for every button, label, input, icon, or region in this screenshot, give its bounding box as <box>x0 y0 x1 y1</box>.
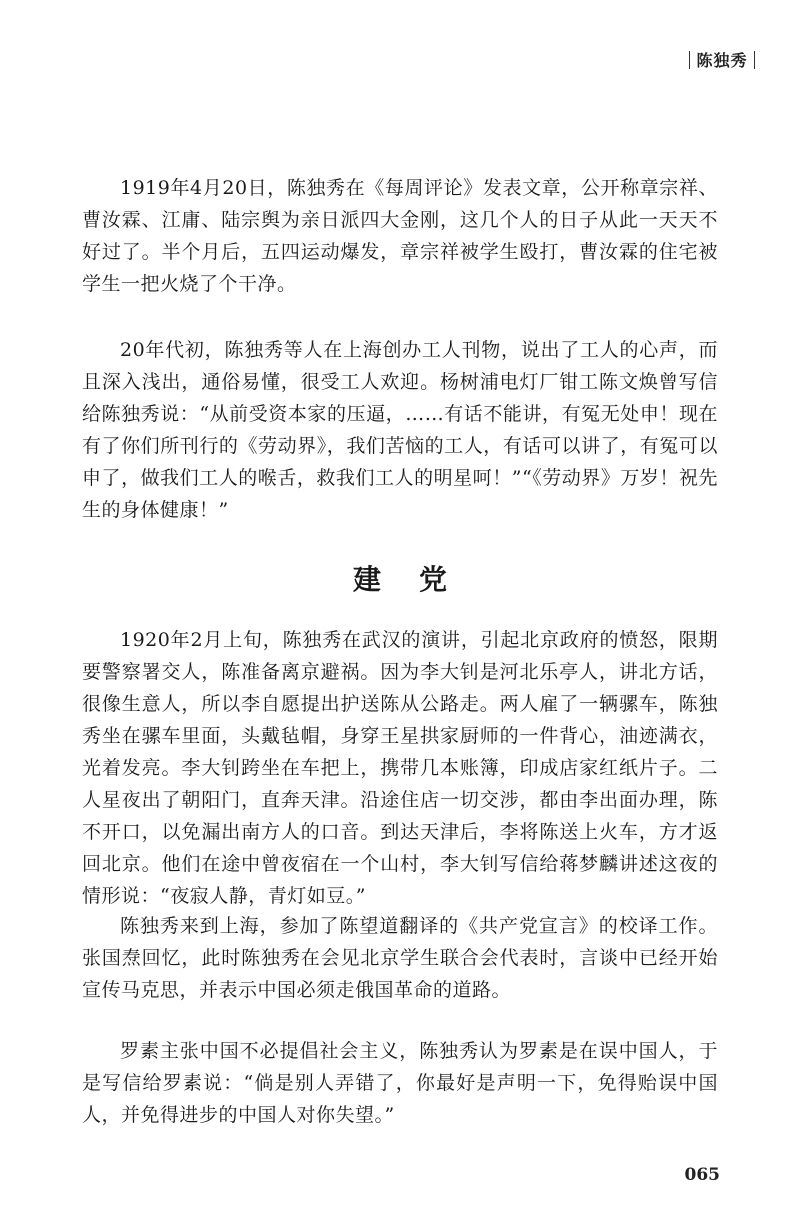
running-title: 陈独秀 <box>696 51 748 70</box>
page-number: 065 <box>684 1165 720 1185</box>
paragraph-2: 20年代初，陈独秀等人在上海创办工人刊物，说出了工人的心声，而且深入浅出，通俗易懂，很受工人欢迎。杨树浦电灯厂钳工陈文焕曾写信给陈独秀说：“从前受资本家的压逼，……有话不能讲，有冤无处申！现在有了你们所刊行的《劳动界》，我们苦恼的工人，有话可以讲了，有冤可以申了，做我们工人的喉舌，救我们工人的明星呵！”“《劳动界》万岁！祝先生的身体健康！” <box>82 339 718 521</box>
paragraph-4: 陈独秀来到上海，参加了陈望道翻译的《共产党宣言》的校译工作。张国焘回忆，此时陈独秀在会见北京学生联合会代表时，言谈中已经开始宣传马克思，并表示中国必须走俄国革命的道路。 <box>82 915 718 1001</box>
paragraph-5: 罗素主张中国不必提倡社会主义，陈独秀认为罗素是在误中国人，于是写信给罗素说：“倘是别人弄错了，你最好是声明一下，免得贻误中国人，并免得进步的中国人对你失望。” <box>82 1040 718 1126</box>
header-left-bar <box>689 51 691 69</box>
paragraph-1: 1919年4月20日，陈独秀在《每周评论》发表文章，公开称章宗祥、曹汝霖、江庸、陆宗舆为亲日派四大金刚，这几个人的日子从此一天天不好过了。半个月后，五四运动爆发，章宗祥被学生殴打，曹汝霖的住宅被学生一把火烧了个干净。 <box>82 177 718 295</box>
section-title: 建党 <box>352 563 485 596</box>
paragraph-3: 1920年2月上旬，陈独秀在武汉的演讲，引起北京政府的愤怒，限期要警察署交人，陈准备离京避祸。因为李大钊是河北乐亭人，讲北方话，很像生意人，所以李自愿提出护送陈从公路走。两人雇了一辆骡车，陈独秀坐在骡车里面，头戴毡帽，身穿王星拱家厨师的一件背心，油迹满衣，光着发亮。李大钊跨坐在车把上，携带几本账簿，印成店家红纸片子。二人星夜出了朝阳门，直奔天津。沿途住店一切交涉，都由李出面办理，陈不开口，以免漏出南方人的口音。到达天津后，李将陈送上火车，方才返回北京。他们在途中曾夜宿在一个山村，李大钊写信给蒋梦麟讲述这夜的情形说：“夜寂人静，青灯如豆。” <box>82 629 718 907</box>
header-right-bar <box>754 51 756 69</box>
running-header <box>689 48 755 71</box>
